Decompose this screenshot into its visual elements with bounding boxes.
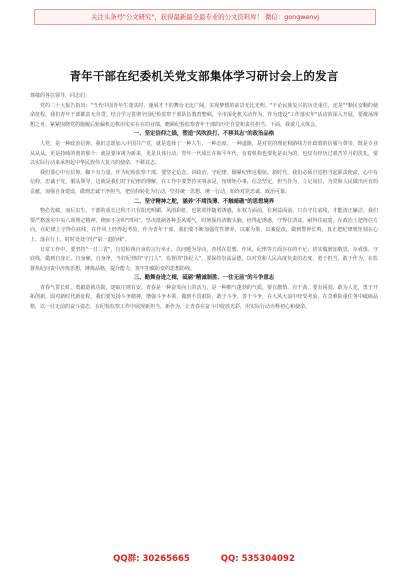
section-2-paragraph-2: 日常工作中，要坚持"一日三省"，自觉检视自身的言行举止，以问题为导向，查找在思想、作风、纪律等方面存在的不足，切实做到知敬畏、存戒惧、守底线，做到自身正、自身硬、自身净，当好纪律的"守门人"、监督的"执纪人"。要保持崇高品德，以对党和人民高度负责的态度，勇于担当、敢于作为，在监督执纪问责中淬炼思想，锤炼品格，提升能力，筑牢拒腐防变的思想防线。 bbox=[30, 246, 378, 272]
section-heading-3: 三、勤舞奋进之楫，砥砺"精诚制胜、一往无前"的斗争意志 bbox=[133, 275, 275, 282]
section-heading-1: 一、坚定信仰之锚，塑造"风吹浪打、不移其志"的政治品格 bbox=[133, 131, 275, 138]
section-1-paragraph-1: 人党，是一种政治信仰。我们志愿加入中国共产党，就是选择了一种人生、一种态度、一种道路，是对党的理论和路线方针政策的信服与尊崇，既是专业从从从。更是持续的创的那个：就是要审视为新来，更是具体行动，青年一代成长在和平年代，有着机构也要化是由为的，也仅有经历过艰苦岁月的洗礼，要以实际行动来承担起中华民族伟大复兴的使命，不移其志。 bbox=[30, 140, 378, 167]
document-title: 青年干部在纪委机关党支部集体学习研讨会上的发言 bbox=[69, 69, 339, 83]
greeting: 尊敬的各位领导，同志们： bbox=[30, 93, 91, 99]
document-body bbox=[30, 92, 378, 540]
qq-number: QQ: 535304092 bbox=[220, 554, 295, 564]
intro-paragraph: 党的二十大报告指出："当代中国青年生逢其时，施展才干的舞台无比广阔，实现梦想的前景无比光明。"不论民族复兴的历史重任，还是""顺民安顺的使命征程，我们青年干部都责无旁贷。结合学习贯彻全国纪检监察干部队伍教育整顿，全市深化机关动作为，作为建设"工作落实年"活动的深入开展，要激荡理想之舟、紧紧围绕党的施履后轮偏机边机用实实在在的业绩，瞻顾纪检监察青年干部的历史自觉和责任担当。下面，我谈几点体会。 bbox=[30, 102, 378, 128]
qq-group-number: QQ群: 30265665 bbox=[113, 554, 190, 564]
section-3-paragraph-1: 青春气贯长虹，勇毅造就功勋，逐取庄则有安。青春是一种奋发向上的活力，是一种朝气蓬勃的气质，要有激情、有干劲，要有闯劲、敢为人先，勇于开拓创新。面对新时代新征程，我们要发扬斗争精神，增强斗争本领，做到不畏艰险，敢于斗争，善于斗争，在大风大浪中经受考验，在急难险重任务中砥砺品格，以一往无前的奋斗姿态，在纪检监察工作中展现新担当、新作为，让青春在奋斗中绽放光彩，用实际行动诠释初心和使命。 bbox=[30, 284, 378, 311]
contact-footer bbox=[0, 552, 408, 564]
section-2-paragraph-1: 物必先腐，而后虫生。干部的成长过程不只有阳光明媚，风雨彩虹，也常常伴随着诱惑。在权力面前，在利益面前，只有守住底线，才能清正廉洁。我们要严格落实中央八项规定精神，锲而不舍纠"四风"，坚决抵制各种歪风邪气，时刻保持清醒头脑，经得起诱惑，守得住清贫，耐得住寂寞，在政治上把得住方向，在纪律上守得住底线，在作风上经得起考验。作为青年干部，我们要不断加强党性修养，以案为鉴，以案促改，做到警钟长鸣，真正把纪律规矩刻在心上、落在行上，时时处处守好"第一道防线"。 bbox=[30, 208, 378, 243]
promo-banner: 关注头条号"公文研究"，获得最新最全最专业的公文资料库！ 微信：gongwenvj bbox=[34, 9, 376, 25]
section-1-paragraph-2: 我们要心中有信仰，脚下有力量。作为纪检监察干部，要坚定信念，讲政治，守纪律，绷紧纪律这根弦。新时代，我们必须自觉担当起职责使命，心中有信仰，忠诚于党，服从领导，这就是我们对于纪律的理解，在工作中要坚持实事求是，按规矩办事，信念坚定，担当作为，立足岗位，为党和人民做出应有的贡献，加强自身建设，做到忠诚干净担当，把信仰转化为行动，坚持统一思想、统一行动，始终对党忠诚、政治可靠。 bbox=[30, 169, 378, 195]
section-heading-2: 二、坚守精神之舵，涵养"不靖浅薄、不触暗礁"的思想境界 bbox=[133, 198, 275, 205]
